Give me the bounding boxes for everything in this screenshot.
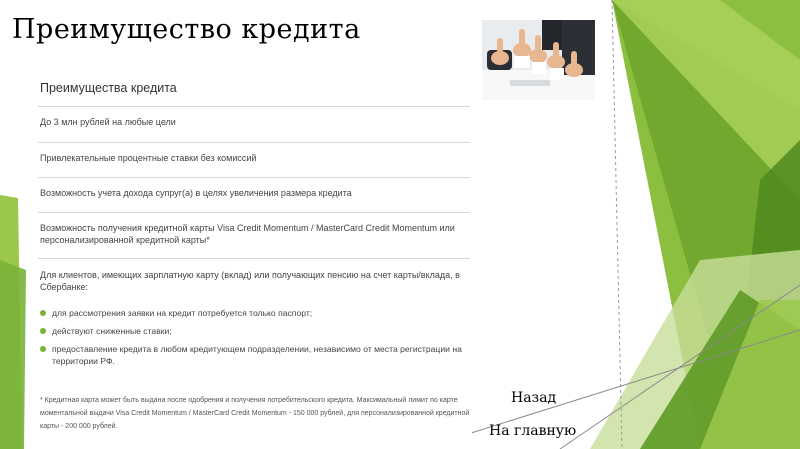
bullet-text: предоставление кредита в любом кредитующем подразделении, независимо от места регистрации на территории РФ. — [52, 344, 462, 366]
divider — [38, 212, 470, 213]
thumbs-up-hands-photo — [482, 20, 595, 100]
bullet-dot-icon — [40, 328, 46, 334]
benefit-row: Возможность учета дохода супруг(а) в целях увеличения размера кредита — [40, 188, 352, 198]
divider — [38, 106, 470, 107]
footnote: * Кредитная карта может быть выдана после одобрения и получения потребительского кредита. Максимальный лимит по карте моментальной выдачи Visa Credit Momentum / MasterCard Credit Momentum - 150 000 рублей, для персонализированной кредитной карты - 200 000 рублей. — [40, 397, 470, 430]
bullet-item — [40, 343, 470, 367]
bullet-item — [40, 325, 470, 337]
home-link[interactable]: На главную — [489, 423, 577, 439]
panel-heading: Преимущества кредита — [40, 81, 177, 95]
back-link[interactable]: Назад — [511, 390, 557, 406]
divider — [38, 177, 470, 178]
bullet-dot-icon — [40, 310, 46, 316]
bullet-dot-icon — [40, 346, 46, 352]
slide-title: Преимущество кредита — [12, 14, 361, 45]
benefit-row: До 3 млн рублей на любые цели — [40, 117, 176, 127]
bullet-item — [40, 307, 470, 319]
benefit-row: Привлекательные процентные ставки без комиссий — [40, 153, 257, 163]
credit-benefits-panel — [32, 70, 472, 449]
bullet-text: для рассмотрения заявки на кредит потребуется только паспорт; — [52, 308, 313, 318]
benefit-bullet-list — [40, 307, 470, 373]
bullet-text: действуют сниженные ставки; — [52, 326, 172, 336]
benefit-row: Для клиентов, имеющих зарплатную карту (вклад) или получающих пенсию на счет карты/вклада, в Сбербанке: — [40, 270, 460, 292]
divider — [38, 258, 470, 259]
benefit-row: Возможность получения кредитной карты Visa Credit Momentum / MasterCard Credit Momentum или персонализированной кредитной карты* — [40, 223, 455, 245]
divider — [38, 142, 470, 143]
